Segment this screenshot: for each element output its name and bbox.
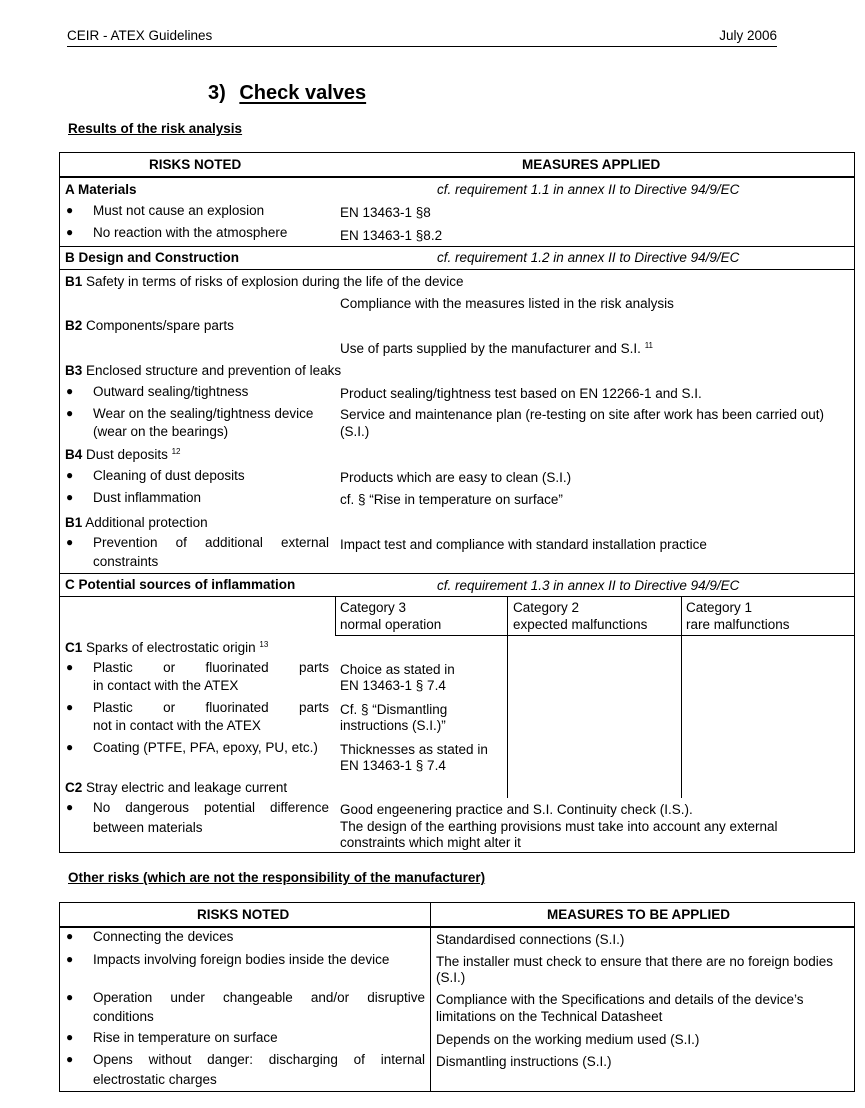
bullet-icon: ● [66, 929, 74, 943]
measure-item: Dismantling instructions (S.I.) [436, 1054, 612, 1069]
bullet-icon: ● [66, 468, 74, 482]
risk-item: Prevention of additional external [93, 535, 329, 550]
column-divider [430, 902, 431, 1091]
measure-item: cf. § “Rise in temperature on surface” [340, 492, 563, 507]
measure-item: Depends on the working medium used (S.I.) [436, 1032, 700, 1047]
category-2-label: Category 2 [513, 600, 580, 615]
risk-item: Impacts involving foreign bodies inside the device [93, 952, 390, 967]
risk-item: Wear on the sealing/tightness device [93, 406, 314, 421]
category-2-desc: expected malfunctions [513, 617, 648, 632]
row-divider [59, 573, 854, 574]
c2-heading: C2 Stray electric and leakage current [65, 780, 288, 795]
measure-item: EN 13463-1 §8 [340, 205, 431, 220]
risk-item: No reaction with the atmosphere [93, 225, 288, 240]
measure-item: EN 13463-1 §8.2 [340, 228, 443, 243]
col-header-risks: RISKS NOTED [197, 907, 290, 922]
measure-item-cont: EN 13463-1 § 7.4 [340, 678, 446, 693]
running-header-date: July 2006 [719, 28, 777, 43]
measure-item-cont: (S.I.) [436, 970, 466, 985]
measure-item: Service and maintenance plan (re-testing on site after work has been carried out) [340, 407, 825, 422]
footnote-ref: 13 [259, 640, 269, 649]
category-header-bottom [335, 635, 854, 636]
measure-item: Thicknesses as stated in [340, 742, 488, 757]
results-heading: Results of the risk analysis [68, 121, 243, 136]
risk-item: Plastic or fluorinated parts [93, 660, 329, 675]
category-1-desc: rare malfunctions [686, 617, 790, 632]
risk-item-cont: between materials [93, 820, 203, 835]
b1-heading: B1 Safety in terms of risks of explosion during the life of the device [65, 274, 464, 289]
risk-item-cont: (wear on the bearings) [93, 424, 229, 439]
footnote-ref: 12 [171, 447, 181, 456]
risk-item: Plastic or fluorinated parts [93, 700, 329, 715]
measure-item: Cf. § “Dismantling [340, 702, 448, 717]
bullet-icon: ● [66, 535, 74, 549]
header-divider [59, 176, 854, 178]
row-divider [59, 596, 854, 597]
measure-item-cont: limitations on the Technical Datasheet [436, 1009, 663, 1024]
risk-item: Coating (PTFE, PFA, epoxy, PU, etc.) [93, 740, 318, 755]
measure-item: Standardised connections (S.I.) [436, 932, 625, 947]
bullet-icon: ● [66, 952, 74, 966]
measure-item: Impact test and compliance with standard installation practice [340, 537, 707, 552]
b3-heading: B3 Enclosed structure and prevention of leaks [65, 363, 342, 378]
bullet-icon: ● [66, 406, 74, 420]
bullet-icon: ● [66, 1052, 74, 1066]
other-risks-heading: Other risks (which are not the responsibility of the manufacturer) [68, 870, 486, 885]
measure-item-cont: (S.I.) [340, 424, 370, 439]
section-a-ref: cf. requirement 1.1 in annex II to Directive 94/9/EC [437, 182, 740, 197]
section-a-label: A Materials [65, 182, 137, 197]
category-divider [507, 596, 508, 798]
measure-item: Products which are easy to clean (S.I.) [340, 470, 572, 485]
risk-item: No dangerous potential difference [93, 800, 329, 815]
b1-additional-heading: B1 Additional protection [65, 515, 208, 530]
risk-item: Outward sealing/tightness [93, 384, 249, 399]
b2-heading: B2 Components/spare parts [65, 318, 234, 333]
risk-item-cont: constraints [93, 554, 159, 569]
risk-item-cont: conditions [93, 1009, 154, 1024]
b2-measure: Use of parts supplied by the manufacturer and S.I. $^{11}$ [340, 341, 653, 356]
risk-item: Cleaning of dust deposits [93, 468, 245, 483]
measure-item: Compliance with the Specifications and details of the device’s [436, 992, 804, 1007]
col-header-risks: RISKS NOTED [149, 157, 242, 172]
risk-item: Must not cause an explosion [93, 203, 265, 218]
risk-item: Rise in temperature on surface [93, 1030, 278, 1045]
measure-item-cont: EN 13463-1 § 7.4 [340, 758, 446, 773]
category-1-label: Category 1 [686, 600, 753, 615]
category-divider [335, 596, 336, 636]
row-divider [59, 269, 854, 270]
measure-item-cont: instructions (S.I.)” [340, 718, 446, 733]
b1-measure: Compliance with the measures listed in the risk analysis [340, 296, 674, 311]
measure-item-cont: The design of the earthing provisions must take into account any external [340, 819, 778, 834]
bullet-icon: ● [66, 740, 74, 754]
measure-item: The installer must check to ensure that there are no foreign bodies [436, 954, 833, 969]
b4-heading: B4 Dust deposits $^{12}$ [65, 447, 181, 462]
measure-item-cont: constraints which might alter it [340, 835, 521, 850]
bullet-icon: ● [66, 384, 74, 398]
risk-item: Connecting the devices [93, 929, 234, 944]
section-title: Check valves [239, 82, 367, 104]
category-3-desc: normal operation [340, 617, 442, 632]
section-b-ref: cf. requirement 1.2 in annex II to Directive 94/9/EC [437, 250, 740, 265]
c1-heading: C1 Sparks of electrostatic origin $^{13}$ [65, 640, 269, 655]
col-header-measures: MEASURES APPLIED [522, 157, 661, 172]
row-divider [59, 246, 854, 247]
running-header-title: CEIR - ATEX Guidelines [67, 28, 213, 43]
section-c-ref: cf. requirement 1.3 in annex II to Directive 94/9/EC [437, 578, 740, 593]
risk-item: Opens without danger: discharging of internal [93, 1052, 425, 1067]
measure-item: Product sealing/tightness test based on EN 12266-1 and S.I. [340, 386, 702, 401]
risk-item-cont: electrostatic charges [93, 1072, 217, 1087]
bullet-icon: ● [66, 990, 74, 1004]
col-header-measures: MEASURES TO BE APPLIED [547, 907, 731, 922]
risk-item: Operation under changeable and/or disruptive [93, 990, 425, 1005]
page-title [208, 82, 366, 105]
risk-analysis-table [59, 152, 855, 853]
bullet-icon: ● [66, 490, 74, 504]
category-divider [681, 596, 682, 798]
measure-item: Good engeenering practice and S.I. Continuity check (I.S.). [340, 802, 693, 817]
risk-item: Dust inflammation [93, 490, 202, 505]
section-number: 3) [208, 82, 226, 104]
risk-item-cont: in contact with the ATEX [93, 678, 239, 693]
measure-item: Choice as stated in [340, 662, 455, 677]
section-c-label: C Potential sources of inflammation [65, 577, 296, 592]
risk-item-cont: not in contact with the ATEX [93, 718, 261, 733]
running-header [67, 28, 777, 47]
bullet-icon: ● [66, 800, 74, 814]
section-b-label: B Design and Construction [65, 250, 240, 265]
bullet-icon: ● [66, 1030, 74, 1044]
bullet-icon: ● [66, 225, 74, 239]
footnote-ref: 11 [644, 341, 653, 350]
bullet-icon: ● [66, 700, 74, 714]
other-risks-table [59, 902, 855, 1092]
bullet-icon: ● [66, 203, 74, 217]
bullet-icon: ● [66, 660, 74, 674]
category-3-label: Category 3 [340, 600, 407, 615]
